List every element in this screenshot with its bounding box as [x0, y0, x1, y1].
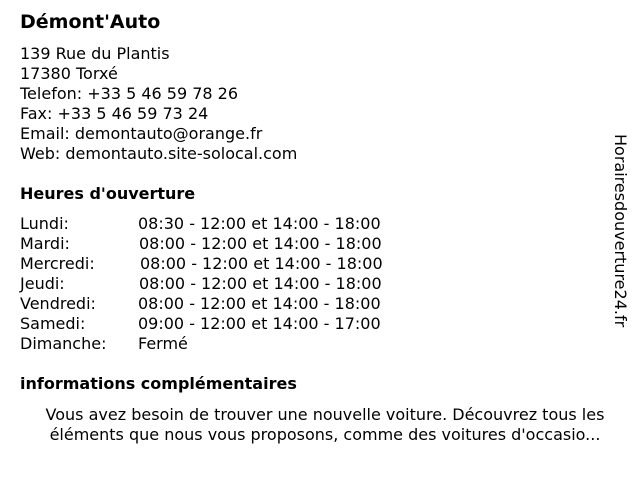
hours-time: Fermé: [138, 334, 188, 353]
hours-day: Jeudi:: [20, 274, 65, 293]
hours-row-sunday: [20, 334, 440, 354]
hours-time: 08:00 - 12:00 et 14:00 - 18:00: [138, 294, 381, 313]
address-city: 17380 Torxé: [20, 64, 118, 83]
additional-info-heading: informations complémentaires: [20, 374, 297, 393]
fax-number: Fax: +33 5 46 59 73 24: [20, 104, 209, 123]
hours-day: Vendredi:: [20, 294, 96, 313]
hours-row-thursday: [20, 274, 440, 294]
opening-hours-table: [20, 214, 440, 354]
description-line: Vous avez besoin de trouver une nouvelle voiture. Découvrez tous les: [45, 405, 605, 424]
site-watermark: [610, 134, 630, 344]
address-street: 139 Rue du Plantis: [20, 44, 170, 63]
hours-row-saturday: [20, 314, 440, 334]
hours-day: Dimanche:: [20, 334, 107, 353]
hours-day: Mardi:: [20, 234, 70, 253]
hours-row-monday: [20, 214, 440, 234]
hours-day: Lundi:: [20, 214, 69, 233]
hours-row-tuesday: [20, 234, 440, 254]
hours-time: 08:00 - 12:00 et 14:00 - 18:00: [140, 254, 383, 273]
contact-block: [20, 44, 297, 164]
hours-day: Mercredi:: [20, 254, 95, 273]
watermark-text: Horairesdouverture24.fr: [611, 134, 630, 328]
hours-time: 08:00 - 12:00 et 14:00 - 18:00: [139, 274, 382, 293]
business-name: Démont'Auto: [20, 11, 161, 33]
phone-number: Telefon: +33 5 46 59 78 26: [20, 84, 239, 103]
hours-day: Samedi:: [20, 314, 86, 333]
hours-time: 08:30 - 12:00 et 14:00 - 18:00: [138, 214, 381, 233]
hours-row-friday: [20, 294, 440, 314]
hours-row-wednesday: [20, 254, 440, 274]
hours-time: 09:00 - 12:00 et 14:00 - 17:00: [138, 314, 381, 333]
email-address: Email: demontauto@orange.fr: [20, 124, 263, 143]
opening-hours-heading: Heures d'ouverture: [20, 184, 196, 203]
description-line: éléments que nous vous proposons, comme des voitures d'occasio...: [49, 425, 601, 444]
additional-info-text: [20, 405, 630, 445]
website-address: Web: demontauto.site-solocal.com: [20, 144, 298, 163]
hours-time: 08:00 - 12:00 et 14:00 - 18:00: [139, 234, 382, 253]
